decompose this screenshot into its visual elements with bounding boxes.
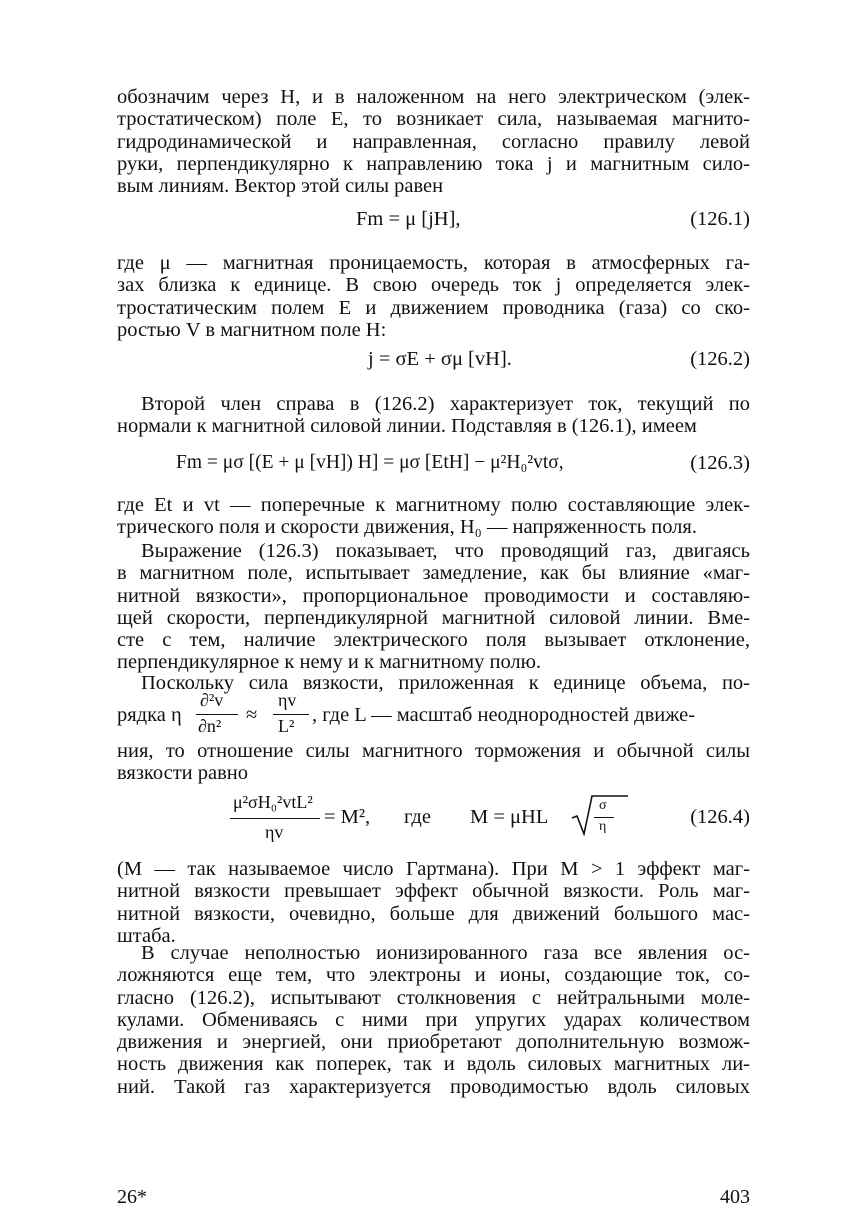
text-line: щей скорости, перпендикулярной магнитной силовой линии. Вме- — [117, 606, 750, 629]
sqrt-numerator: σ — [599, 798, 607, 813]
sqrt-denominator: η — [599, 819, 607, 834]
text-line: перпендикулярное к нему и к магнитному полю. — [117, 651, 542, 674]
text-line: руки, перпендикулярно к направлению тока j и магнитным сило- — [117, 152, 750, 175]
paragraph-5 — [117, 540, 750, 674]
text-line: где μ — магнитная проницаемость, которая в атмосферных га- — [117, 252, 750, 274]
inline-math-prefix: рядка η — [117, 704, 182, 726]
paragraph-3 — [117, 393, 750, 438]
text-line: Второй член справа в (126.2) характеризует ток, текущий по — [141, 393, 750, 415]
sqrt-fraction-bar — [594, 817, 614, 818]
text-line: ложняются еще тем, что электроны и ионы, создающие ток, со- — [117, 964, 750, 987]
eq4-where: где — [404, 806, 431, 828]
text-line: тростатическим полем E и движением проводника (газа) со ско- — [117, 296, 750, 319]
text-line: ность движения как поперек, так и вдоль силовых магнитных ли- — [117, 1053, 750, 1076]
text-line: нормали к магнитной силовой линии. Подставляя в (126.1), имеем — [117, 415, 697, 438]
text-line: (M — так называемое число Гартмана). При M > 1 эффект маг- — [117, 858, 750, 880]
text-line: движения и энергией, они приобретают дополнительную возмож- — [117, 1031, 750, 1054]
equation-number: (126.1) — [690, 208, 750, 230]
text-line: Выражение (126.3) показывает, что проводящий газ, двигаясь — [141, 540, 750, 562]
text-line: трического поля и скорости движения, H₀ — напряженность поля. — [117, 516, 697, 539]
equation-126-1: Fm = μ [jH], — [356, 208, 461, 230]
eq4-numerator: μ²σH₀²vtL² — [233, 792, 313, 812]
approx-sign: ≈ — [246, 704, 258, 726]
text-line: в магнитном поле, испытывает замедление, как бы влияние «маг- — [117, 562, 750, 585]
text-line: вым линиям. Вектор этой силы равен — [117, 175, 444, 198]
text-line: нитной вязкости», пропорциональное проводимости и составляю- — [117, 584, 750, 607]
text-line: штаба. — [117, 924, 176, 947]
fraction-2-numerator: ηv — [278, 690, 297, 710]
text-line: обозначим через H, и в наложенном на него электрическом (элек- — [117, 86, 750, 108]
fraction-1-denominator: ∂n² — [198, 716, 222, 736]
fraction-2-denominator: L² — [278, 716, 295, 736]
text-line: тростатическом) поле E, то возникает сила, называемая магнито- — [117, 108, 750, 131]
text-line: ростью V в магнитном поле H: — [117, 318, 387, 341]
paragraph-1 — [117, 86, 750, 197]
eq4-rhs: = M², — [324, 806, 371, 828]
text-line: вязкости равно — [117, 762, 249, 785]
fraction-2-bar — [273, 714, 309, 715]
text-line: зах близка к единице. В свою очередь ток j определяется элек- — [117, 274, 750, 297]
text-line: кулами. Обмениваясь с ними при упругих ударах количеством — [117, 1008, 750, 1031]
text-line: В случае неполностью ионизированного газа все явления ос- — [141, 942, 750, 964]
text-line: Поскольку сила вязкости, приложенная к единице объема, по- — [141, 672, 750, 694]
equation-number: (126.3) — [690, 452, 750, 474]
signature-mark: 26* — [117, 1186, 147, 1208]
paragraph-8 — [117, 942, 750, 1098]
paragraph-2 — [117, 252, 750, 341]
fraction-1-numerator: ∂²v — [200, 690, 224, 710]
text-line: гласно (126.2), испытывают столкновения с нейтральными моле- — [117, 986, 750, 1009]
inline-math-suffix: , где L — масштаб неоднородностей движе- — [312, 704, 696, 726]
text-line: нитной вязкости превышает эффект обычной вязкости. Роль маг- — [117, 880, 750, 903]
paragraph-4 — [117, 494, 750, 539]
equation-126-2: j = σE + σμ [vH]. — [368, 348, 512, 370]
eq4-denominator: ηv — [265, 822, 284, 842]
text-line: сте с тем, наличие электрического поля вызывает отклонение, — [117, 629, 750, 652]
eq4-m-definition: M = μHL — [470, 806, 549, 828]
text-line: где Et и vt — поперечные к магнитному полю составляющие элек- — [117, 494, 750, 516]
equation-126-3: Fm = μσ [(E + μ [vH]) H] = μσ [EtH] − μ²H₀²vtσ, — [176, 452, 564, 473]
text-line: гидродинамической и направленная, согласно правилу левой — [117, 130, 750, 153]
paragraph-6-rest — [117, 740, 750, 785]
eq4-fraction-bar — [230, 818, 320, 819]
fraction-1-bar — [196, 714, 238, 715]
text-line: ний. Такой газ характеризуется проводимостью вдоль силовых — [117, 1075, 750, 1098]
paragraph-7 — [117, 858, 750, 947]
page-number: 403 — [720, 1186, 750, 1208]
text-line: ния, то отношение силы магнитного торможения и обычной силы — [117, 740, 750, 762]
equation-number: (126.2) — [690, 348, 750, 370]
equation-number: (126.4) — [690, 806, 750, 828]
text-line: нитной вязкости, очевидно, больше для движений большого мас- — [117, 902, 750, 925]
